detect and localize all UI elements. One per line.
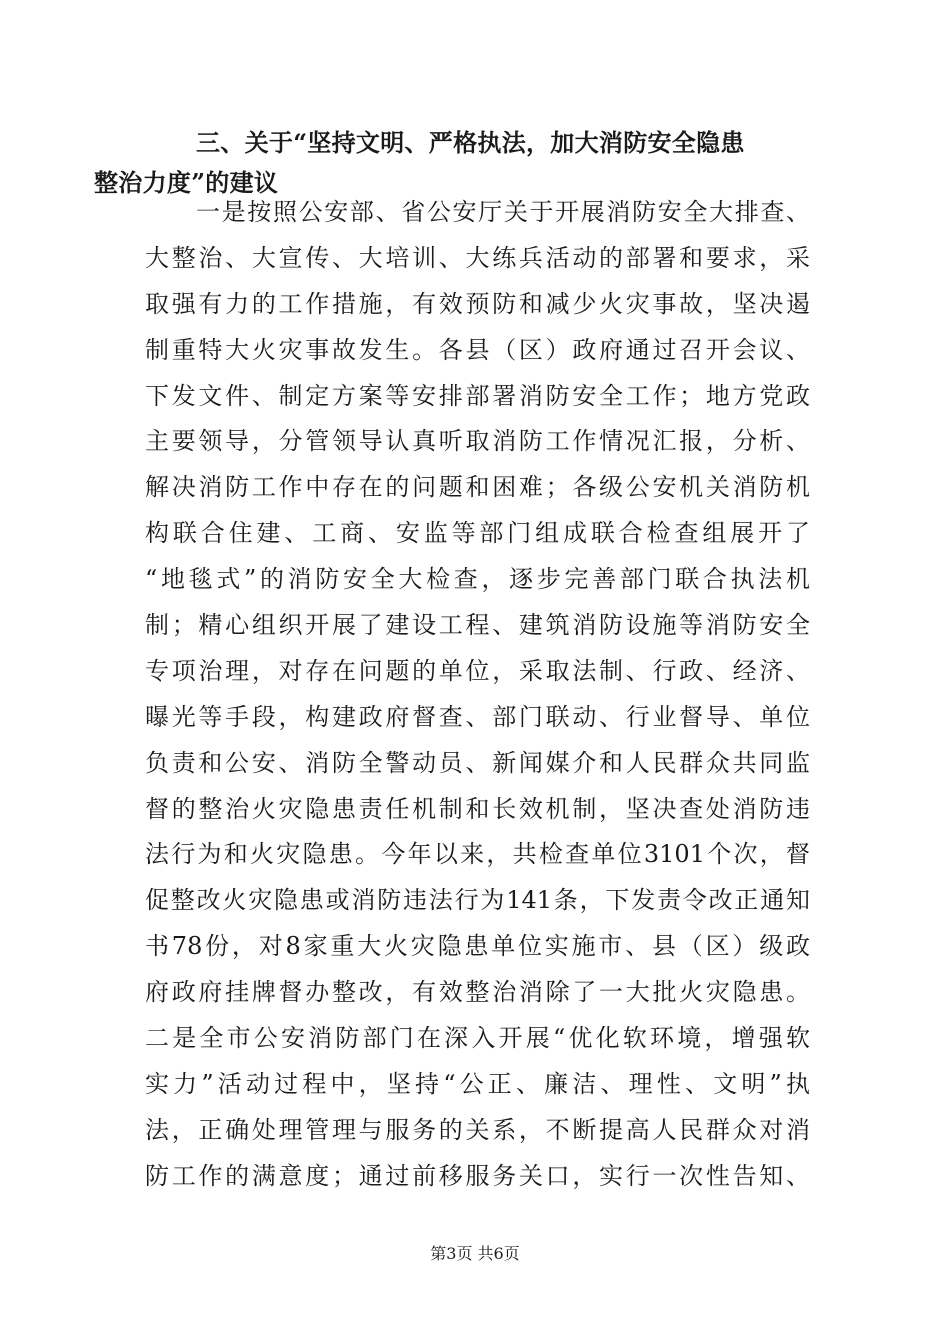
body-line: “地毯式”的消防安全大检查，逐步完善部门联合执法机 bbox=[145, 565, 810, 594]
body-line: 制重特大火灾事故发生。各县（区）政府通过召开会议、 bbox=[145, 335, 810, 364]
body-line: 曝光等手段，构建政府督查、部门联动、行业督导、单位 bbox=[145, 702, 810, 731]
body-line: 制；精心组织开展了建设工程、建筑消防设施等消防安全 bbox=[145, 611, 810, 640]
body-line: 督的整治火灾隐患责任机制和长效机制，坚决查处消防违 bbox=[145, 794, 810, 823]
section-heading-line-2: 整治力度”的建议 bbox=[94, 168, 279, 197]
body-line: 防工作的满意度；通过前移服务关口，实行一次性告知、 bbox=[145, 1161, 810, 1190]
body-line: 一是按照公安部、省公安厅关于开展消防安全大排查、 bbox=[196, 198, 810, 226]
body-line: 二是全市公安消防部门在深入开展“优化软环境，增强软 bbox=[145, 1024, 810, 1053]
body-line: 大整治、大宣传、大培训、大练兵活动的部署和要求，采 bbox=[145, 243, 810, 272]
body-line: 促整改火灾隐患或消防违法行为141条，下发责令改正通知 bbox=[145, 886, 810, 915]
body-line: 书78份，对8家重大火灾隐患单位实施市、县（区）级政 bbox=[145, 932, 810, 961]
body-line: 法行为和火灾隐患。今年以来，共检查单位3101个次，督 bbox=[145, 840, 810, 869]
body-paragraph bbox=[145, 190, 810, 1200]
page-number: 第3页 共6页 bbox=[430, 1244, 520, 1263]
body-line: 下发文件、制定方案等安排部署消防安全工作；地方党政 bbox=[145, 381, 810, 410]
section-heading-line-1: 三、关于“坚持文明、严格执法，加大消防安全隐患 bbox=[196, 128, 745, 157]
body-line: 实力”活动过程中，坚持“公正、廉洁、理性、文明”执 bbox=[145, 1069, 810, 1098]
body-line: 专项治理，对存在问题的单位，采取法制、行政、经济、 bbox=[145, 656, 810, 685]
body-line: 府政府挂牌督办整改，有效整治消除了一大批火灾隐患。 bbox=[145, 978, 810, 1007]
body-line: 构联合住建、工商、安监等部门组成联合检查组展开了 bbox=[145, 519, 810, 548]
page-footer bbox=[0, 1243, 950, 1265]
body-line: 负责和公安、消防全警动员、新闻媒介和人民群众共同监 bbox=[145, 748, 810, 777]
body-line: 解决消防工作中存在的问题和困难；各级公安机关消防机 bbox=[145, 473, 810, 502]
body-line: 取强有力的工作措施，有效预防和减少火灾事故，坚决遏 bbox=[145, 289, 810, 318]
body-line: 主要领导，分管领导认真听取消防工作情况汇报，分析、 bbox=[145, 427, 810, 456]
body-line: 法，正确处理管理与服务的关系，不断提高人民群众对消 bbox=[145, 1115, 810, 1144]
